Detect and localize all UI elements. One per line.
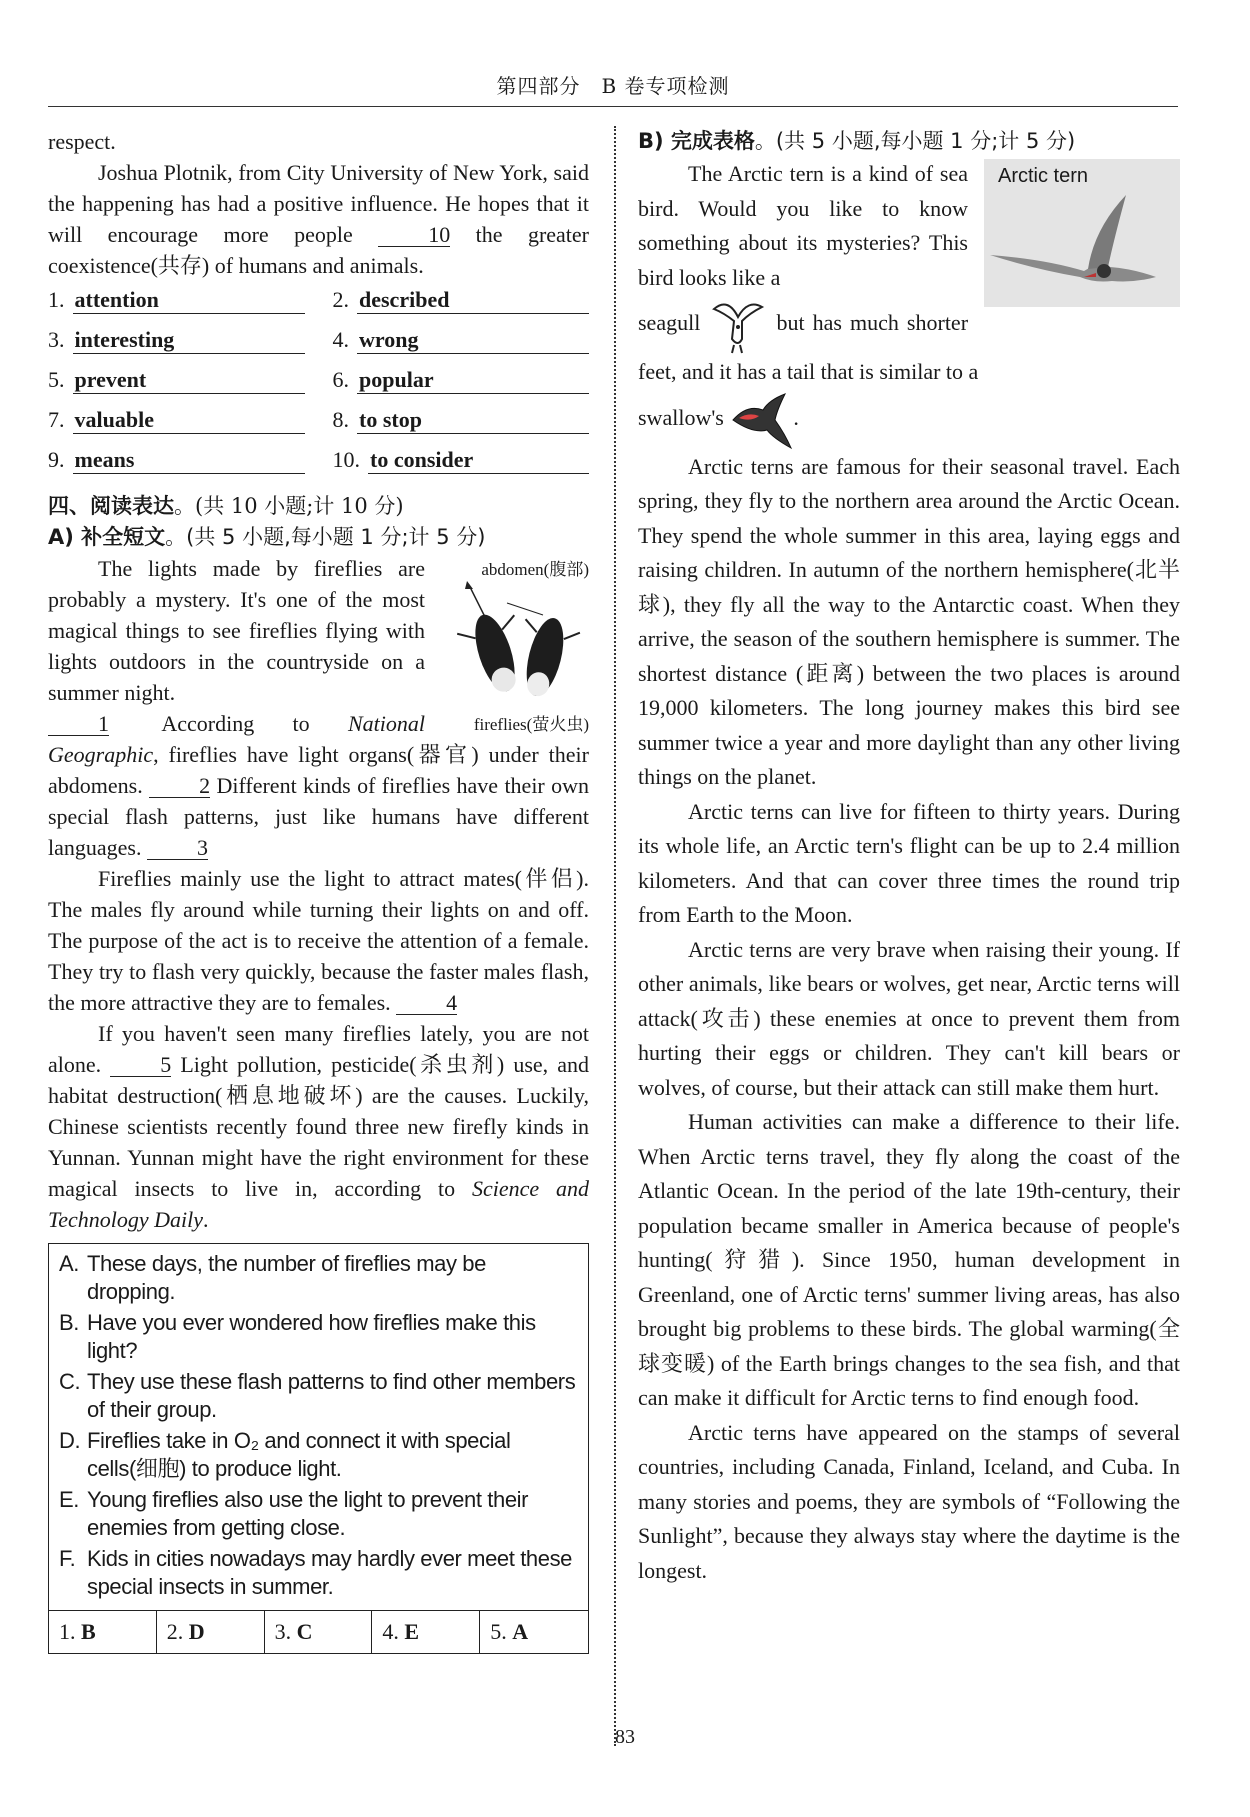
option-answer-cell: 3. C — [265, 1611, 373, 1653]
answer-row: 5. prevent — [48, 367, 305, 407]
paragraph-3: Fireflies mainly use the light to attract mates(伴侣). The males fly around while turning their lights on and off. The purpose of the act is to receive the attention of a female. They try to flash very quickly, because the faster males flash, the more attractive they are to females. 4 — [48, 866, 589, 1015]
blank-3: 3 — [147, 837, 208, 860]
tern-paragraph-6: Arctic terns have appeared on the stamps of several countries, including Canada, Finland, Iceland, and Cuba. In many stories and poems, they are symbols of “Following the Sunlight”, because they always stay where the daytime is the longest. — [638, 1419, 1180, 1583]
column-divider — [614, 126, 616, 1746]
option-item: D. Fireflies take in O₂ and connect it with special cells(细胞) to produce light. — [59, 1428, 511, 1481]
tern-paragraph-5: Human activities can make a difference to their life. When Arctic terns travel, they fly along the coast of the Atlantic Ocean. In the period of the late 19th-century, their population became smaller in America because of people's hunting(狩猎). Since 1950, human development in Greenland, one of Arctic terns' summer living areas, has also brought big problems to these birds. The global warming(全球变暖) of the Earth brings changes to the sea fish, and that can make it difficult for Arctic terns to find enough food. — [638, 1109, 1180, 1410]
answer-row: 2. described — [333, 287, 590, 327]
answer-row: 4. wrong — [333, 327, 590, 367]
option-answer-cell: 2. D — [157, 1611, 265, 1653]
answer-row: 8. to stop — [333, 407, 590, 447]
subsection-b-title: B) 完成表格。(共 5 小题,每小题 1 分;计 5 分) — [638, 129, 1076, 153]
page-number: 83 — [615, 1726, 635, 1748]
option-item: E. Young fireflies also use the light to prevent their enemies from getting close. — [59, 1487, 529, 1540]
arctic-tern-figure — [984, 159, 1180, 307]
fireflies-figure — [439, 555, 589, 735]
joshua-paragraph: Joshua Plotnik, from City University of New York, said the happening has had a positive influence. He hopes that it will encourage more people 10 the greater coexistence(共存) of humans and animals. — [48, 160, 590, 278]
answer-row: 7. valuable — [48, 407, 305, 447]
tern-caption: Arctic tern — [998, 165, 1089, 187]
respect-line: respect. — [48, 129, 116, 154]
option-item: F. Kids in cities nowadays may hardly ever meet these special insects in summer. — [59, 1546, 573, 1599]
fireflies-caption: fireflies(萤火虫) — [473, 715, 589, 734]
tern-paragraph-1: The Arctic tern is a kind of sea bird. Would you like to know something about its mysteries? This bird looks like a seagull but has much shorter feet, and it has a tail that is similar to a swallow's . — [638, 157, 1180, 450]
swallow-icon — [729, 390, 793, 450]
option-item: B. Have you ever wondered how fireflies make this light? — [59, 1310, 536, 1363]
answer-row: 1. attention — [48, 287, 305, 327]
blank-4: 4 — [396, 992, 457, 1015]
tern-paragraph-2: Arctic terns are famous for their seasonal travel. Each spring, they fly to the northern area around the Arctic Ocean. They spend the whole summer in this area, laying eggs and raising children. In autumn of the northern hemisphere(北半球), they fly all the way to the Antarctic coast. When they arrive, the season of the southern hemisphere is summer. The shortest distance (距离) between the two places is around 19,000 kilometers. The long journey makes this bird see summer twice a year and more daylight than any other living things on the planet. — [638, 453, 1180, 789]
tern-paragraph-4: Arctic terns are very brave when raising their young. If other animals, like bears or wolves, get near, Arctic terns will attack(攻击) these enemies at once to prevent them from hurting their eggs or children. They can't kill bears or wolves, of course, but their attack can still make them hurt. — [638, 936, 1180, 1100]
blank-2: 2 — [149, 775, 210, 798]
option-answer-cell: 1. B — [49, 1611, 157, 1653]
options-list — [49, 1244, 588, 1610]
right-column — [638, 126, 1180, 1588]
seagull-icon — [708, 295, 768, 355]
blank-1: 1 — [48, 713, 109, 736]
options-box — [48, 1243, 589, 1654]
fireflies-icon — [447, 581, 587, 709]
option-answer-cell: 4. E — [372, 1611, 480, 1653]
answer-row: 9. means — [48, 447, 305, 487]
vocab-answers — [48, 287, 589, 487]
option-item: C. They use these flash patterns to find other members of their group. — [59, 1369, 576, 1422]
paragraph-4: If you haven't seen many fireflies lately, you are not alone. 5 Light pollution, pesticide(杀虫剂) use, and habitat destruction(栖息地破坏) are the causes. Luckily, Chinese scientists recently found three new firefly kinds in Yunnan. Yunnan might have the right environment for these magical insects to live in, according to Science and Technology Daily. — [48, 1021, 589, 1232]
left-column — [48, 126, 589, 1654]
section-title: 四、阅读表达。(共 10 小题;计 10 分) — [48, 494, 404, 518]
answer-row: 10. to consider — [333, 447, 590, 487]
tern-paragraph-3: Arctic terns can live for fifteen to thirty years. During its whole life, an Arctic tern's flight can be up to 2.4 million kilometers. And that can cover three times the round trip from Earth to the Moon. — [638, 798, 1180, 927]
blank-10: 10 — [378, 224, 450, 247]
option-answer-cell: 5. A — [490, 1619, 529, 1644]
answer-row: 6. popular — [333, 367, 590, 407]
option-answers — [49, 1610, 588, 1653]
subsection-a-title: A) 补全短文。(共 5 小题,每小题 1 分;计 5 分) — [48, 525, 486, 549]
header-title: 第四部分 B 卷专项检测 — [496, 74, 730, 98]
page-header — [48, 70, 1178, 107]
answer-row: 3. interesting — [48, 327, 305, 367]
blank-5: 5 — [110, 1054, 171, 1077]
option-item: A. These days, the number of fireflies may be dropping. — [59, 1251, 486, 1304]
abdomen-caption: abdomen(腹部) — [481, 560, 589, 579]
paragraph-1: The lights made by fireflies are probably a mystery. It's one of the most magical things to see fireflies flying with lights outdoors in the countryside on a summer night. 1 According to National Geographic, fireflies have light organs(器官) under their abdomens. 2 Different kinds of fireflies have their own special flash patterns, just like humans have different languages. 3 — [48, 556, 590, 860]
